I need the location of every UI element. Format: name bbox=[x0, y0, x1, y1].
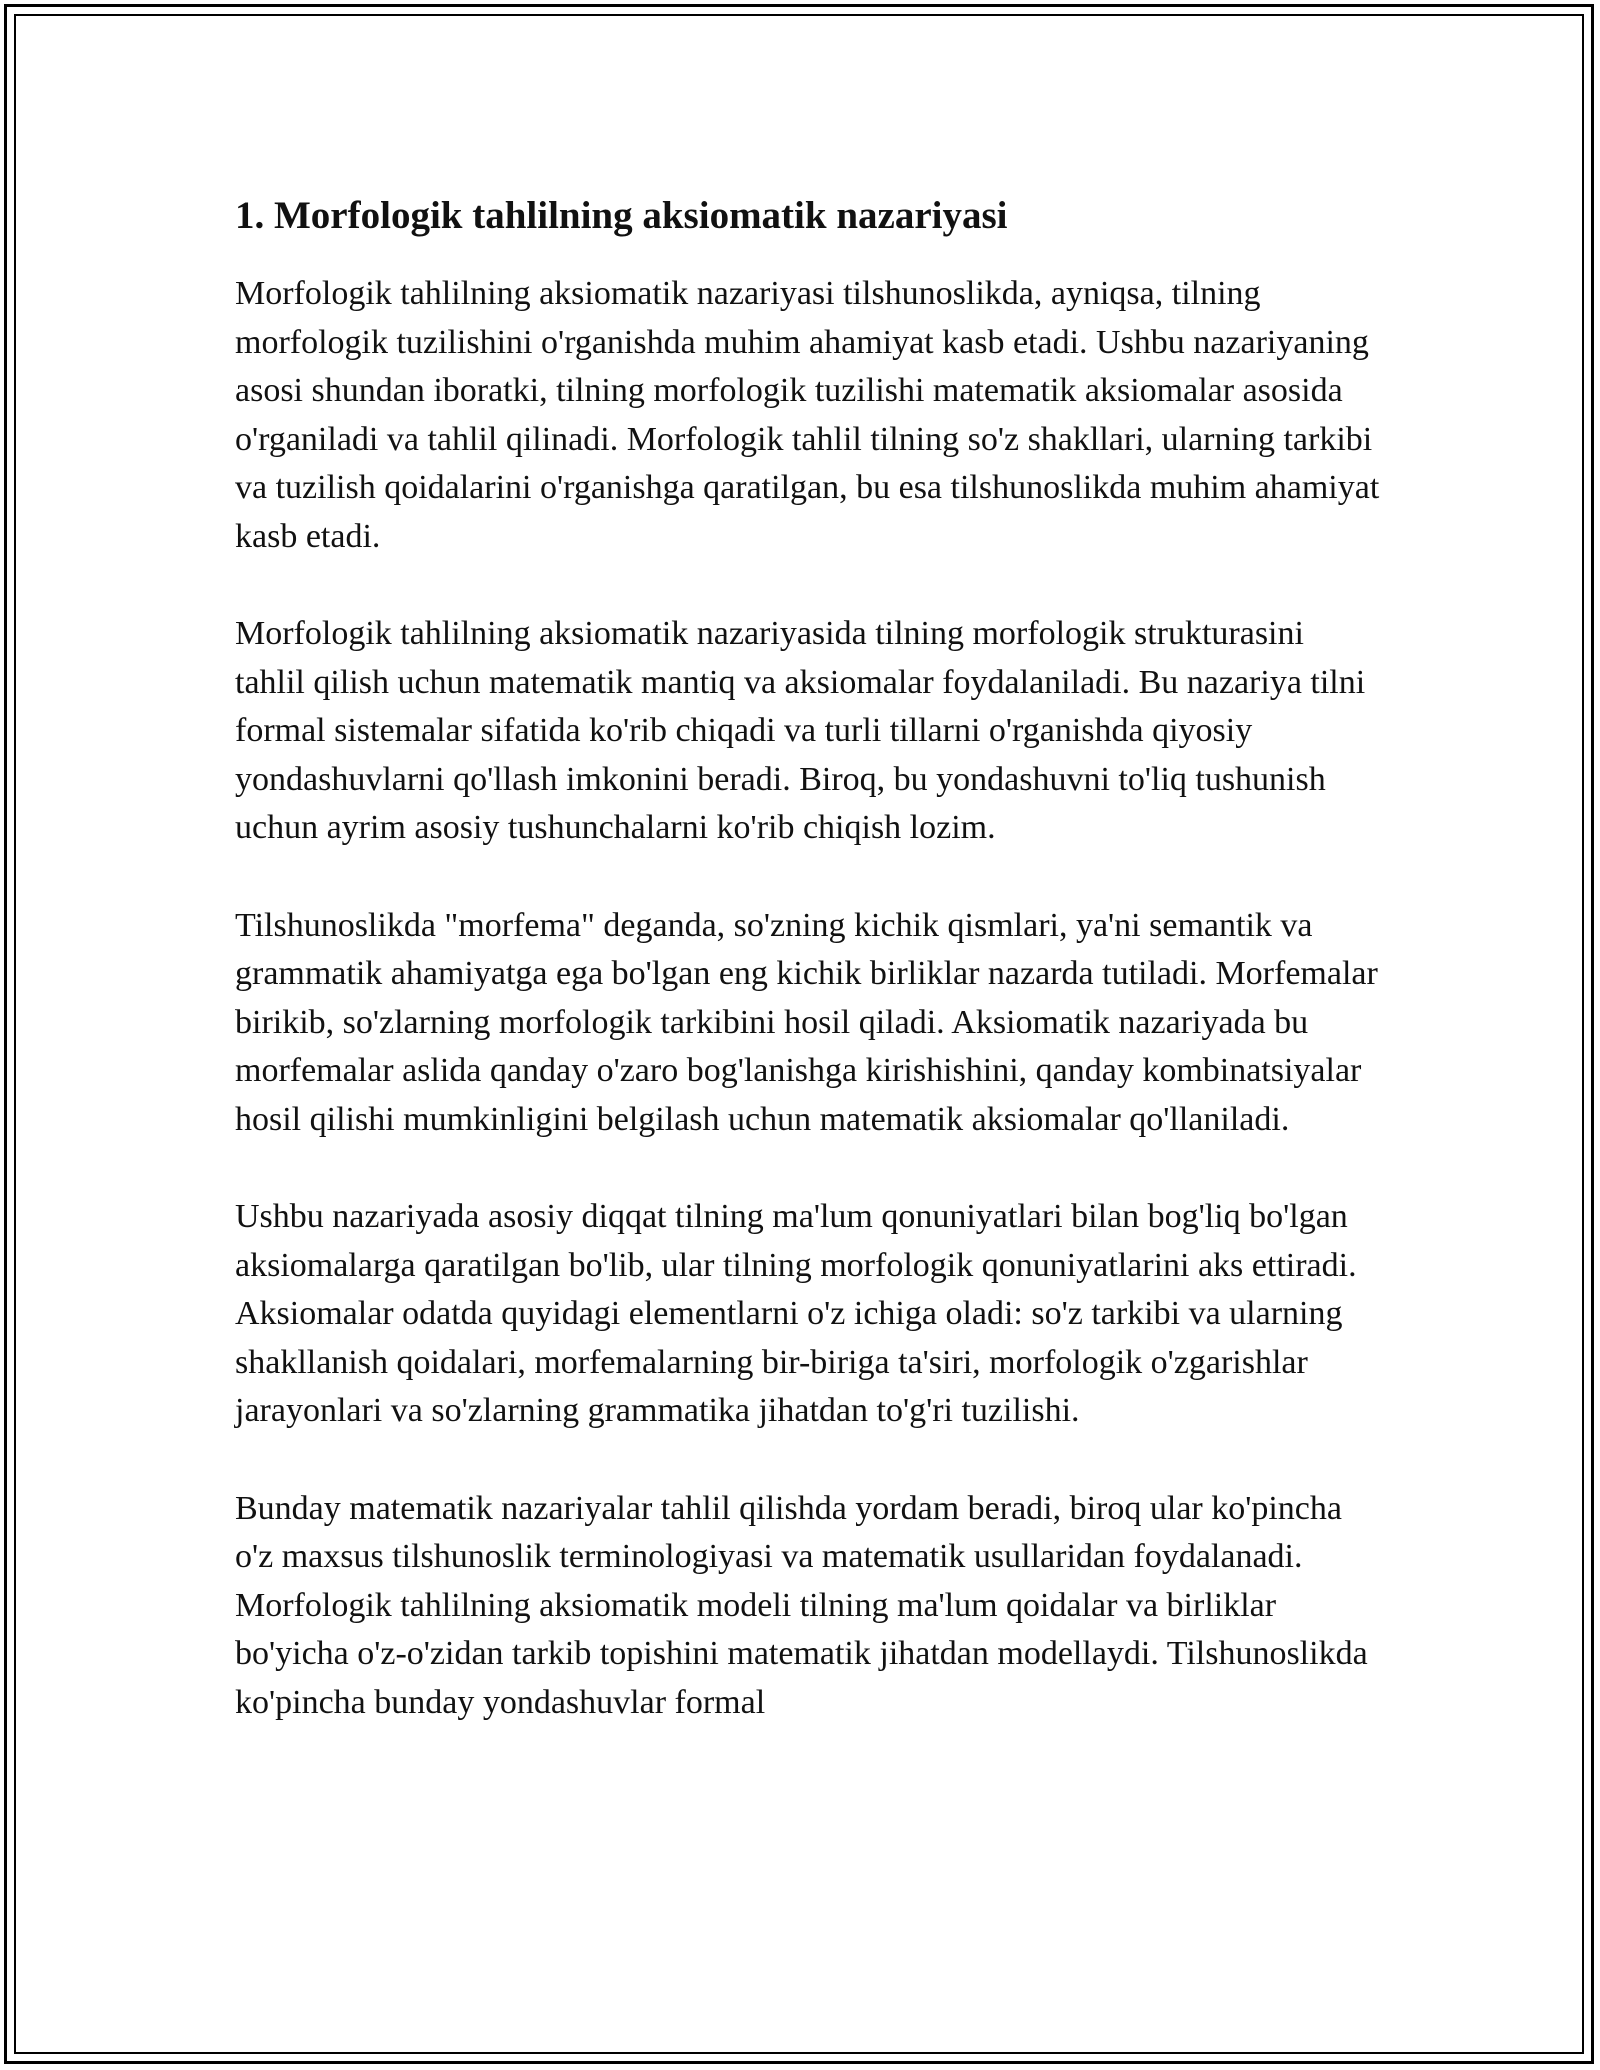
paragraph-4: Ushbu nazariyada asosiy diqqat tilning ma'lum qonuniyatlari bilan bog'liq bo'lgan aksiomalarga qaratilgan bo'lib, ular tilning morfologik qonuniyatlarini aks ettiradi. Aksiomalar odatda quyidagi elementlarni o'z ichiga oladi: so'z tarkibi va ularning shakllanish qoidalari, morfemalarning bir-biriga ta'siri, morfologik o'zgarishlar jarayonlari va so'zlarning grammatika jihatdan to'g'ri tuzilishi. bbox=[235, 1198, 1357, 1429]
paragraph-1: Morfologik tahlilning aksiomatik nazariyasi tilshunoslikda, ayniqsa, tilning morfologik tuzilishini o'rganishda muhim ahamiyat kasb etadi. Ushbu nazariyaning asosi shundan iboratki, tilning morfologik tuzilishi matematik aksiomalar asosida o'rganiladi va tahlil qilinadi. Morfologik tahlil tilning so'z shakllari, ularning tarkibi va tuzilish qoidalarini o'rganishga qaratilgan, bu esa tilshunoslikda muhim ahamiyat kasb etadi. bbox=[235, 275, 1380, 555]
document-body bbox=[235, 188, 1385, 1776]
paragraph-5: Bunday matematik nazariyalar tahlil qilishda yordam beradi, biroq ular ko'pincha o'z maxsus tilshunoslik terminologiyasi va matematik usullaridan foydalanadi. Morfologik tahlilning aksiomatik modeli tilning ma'lum qoidalar va birliklar bo'yicha o'z-o'zidan tarkib topishini matematik jihatdan modellaydi. Tilshunoslikda ko'pincha bunday yondashuvlar formal bbox=[235, 1489, 1368, 1721]
section-heading: 1. Morfologik tahlilning aksiomatik nazariyasi bbox=[235, 194, 1008, 237]
paragraph-2: Morfologik tahlilning aksiomatik nazariyasida tilning morfologik strukturasini tahlil qilish uchun matematik mantiq va aksiomalar foydalaniladi. Bu nazariya tilni formal sistemalar sifatida ko'rib chiqadi va turli tillarni o'rganishda qiyosiy yondashuvlarni qo'llash imkonini beradi. Biroq, bu yondashuvni to'liq tushunish uchun ayrim asosiy tushunchalarni ko'rib chiqish lozim. bbox=[235, 615, 1366, 846]
paragraph-3: Tilshunoslikda "morfema" deganda, so'zning kichik qismlari, ya'ni semantik va grammatik ahamiyatga ega bo'lgan eng kichik birliklar nazarda tutiladi. Morfemalar birikib, so'zlarning morfologik tarkibini hosil qiladi. Aksiomatik nazariyada bu morfemalar aslida qanday o'zaro bog'lanishga kirishishini, qanday kombinatsiyalar hosil qilishi mumkinligini belgilash uchun matematik aksiomalar qo'llaniladi. bbox=[235, 906, 1378, 1138]
